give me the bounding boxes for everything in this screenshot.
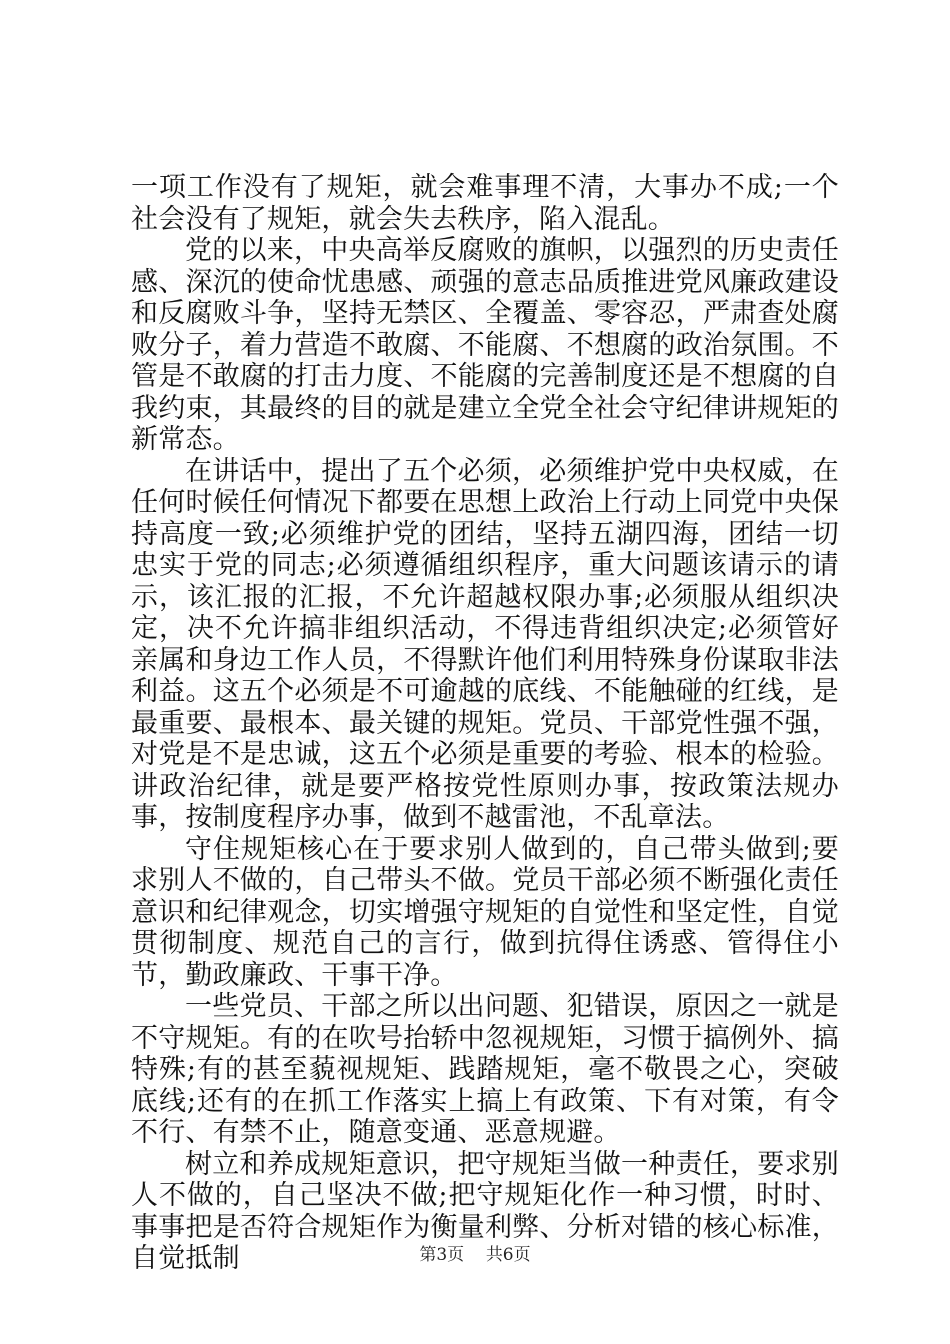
page-separator xyxy=(470,1245,481,1265)
total-pages: 共6页 xyxy=(485,1245,531,1265)
paragraph-1: 一项工作没有了规矩，就会难事理不清，大事办不成;一个社会没有了规矩，就会失去秩序，陷入混乱。 xyxy=(131,172,839,235)
paragraph-6: 树立和养成规矩意识，把守规矩当做一种责任，要求别人不做的，自己坚决不做;把守规矩化作一种习惯，时时、事事把是否符合规矩作为衡量利弊、分析对错的核心标准，自觉抵制 xyxy=(131,1148,839,1274)
paragraph-4: 守住规矩核心在于要求别人做到的，自己带头做到;要求别人不做的，自己带头不做。党员干部必须不断强化责任意识和纪律观念，切实增强守规矩的自觉性和坚定性，自觉贯彻制度、规范自己的言行，做到抗得住诱惑、管得住小节，勤政廉政、干事干净。 xyxy=(131,833,839,991)
paragraph-3: 在讲话中，提出了五个必须，必须维护党中央权威，在任何时候任何情况下都要在思想上政治上行动上同党中央保持高度一致;必须维护党的团结，坚持五湖四海，团结一切忠实于党的同志;必须遵循组织程序，重大问题该请示的请示，该汇报的汇报，不允许超越权限办事;必须服从组织决定，决不允许搞非组织活动，不得违背组织决定;必须管好亲属和身边工作人员，不得默许他们利用特殊身份谋取非法利益。这五个必须是不可逾越的底线、不能触碰的红线，是最重要、最根本、最关键的规矩。党员、干部党性强不强，对党是不是忠诚，这五个必须是重要的考验、根本的检验。讲政治纪律，就是要严格按党性原则办事，按政策法规办事，按制度程序办事，做到不越雷池，不乱章法。 xyxy=(131,455,839,833)
paragraph-5: 一些党员、干部之所以出问题、犯错误，原因之一就是不守规矩。有的在吹号抬轿中忽视规矩，习惯于搞例外、搞特殊;有的甚至藐视规矩、践踏规矩，毫不敬畏之心，突破底线;还有的在抓工作落实上搞上有政策、下有对策，有令不行、有禁不止，随意变通、恶意规避。 xyxy=(131,991,839,1148)
page-footer xyxy=(0,1244,950,1266)
page-number: 第3页 xyxy=(419,1245,465,1265)
paragraph-2: 党的以来，中央高举反腐败的旗帜，以强烈的历史责任感、深沉的使命忧患感、顽强的意志品质推进党风廉政建设和反腐败斗争，坚持无禁区、全覆盖、零容忍，严肃查处腐败分子，着力营造不敢腐、不能腐、不想腐的政治氛围。不管是不敢腐的打击力度、不能腐的完善制度还是不想腐的自我约束，其最终的目的就是建立全党全社会守纪律讲规矩的新常态。 xyxy=(131,235,839,455)
document-body xyxy=(131,172,839,1275)
